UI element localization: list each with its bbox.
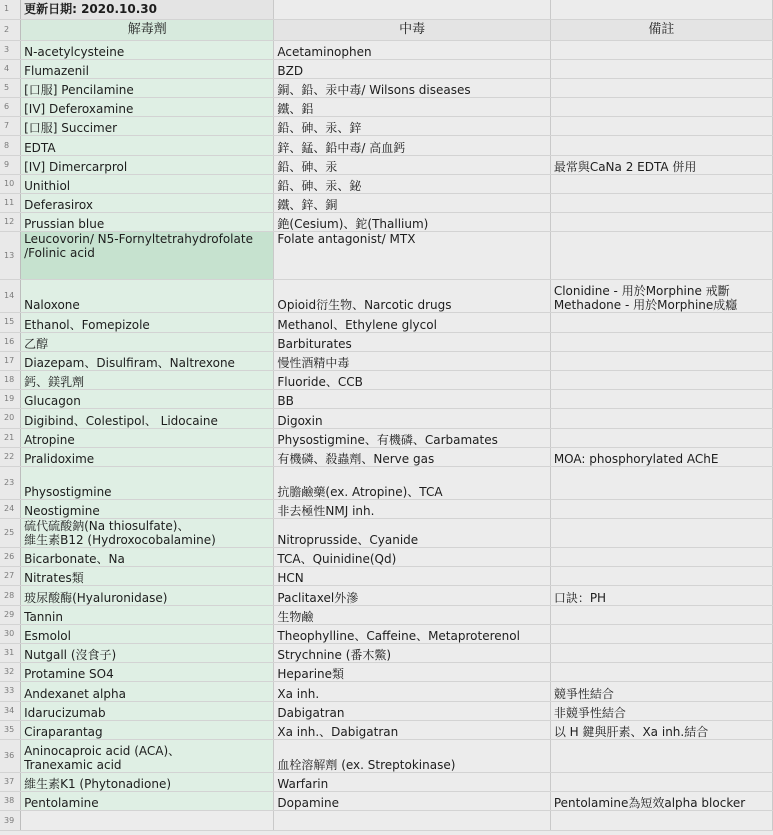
- row-number[interactable]: 8: [0, 136, 21, 155]
- sheet-row: [0, 739, 773, 772]
- poisoning-cell[interactable]: Nitroprusside、Cyanide: [274, 519, 550, 548]
- poisoning-cell[interactable]: Acetaminophen: [274, 40, 550, 59]
- antidote-cell[interactable]: Deferasirox: [21, 194, 274, 213]
- sheet-row: [0, 682, 773, 701]
- row-number[interactable]: 24: [0, 499, 21, 518]
- poisoning-cell[interactable]: 鉛、砷、汞: [274, 155, 550, 174]
- row-number[interactable]: 22: [0, 447, 21, 466]
- poisoning-cell[interactable]: Paclitaxel外滲: [274, 586, 550, 605]
- sheet-row: [0, 720, 773, 739]
- row-number[interactable]: 16: [0, 332, 21, 351]
- remarks-cell[interactable]: [550, 136, 772, 155]
- antidote-cell[interactable]: Idarucizumab: [21, 701, 274, 720]
- sheet-row: [0, 78, 773, 97]
- row-number[interactable]: 32: [0, 663, 21, 682]
- remarks-cell[interactable]: 競爭性結合: [550, 682, 772, 701]
- remarks-cell[interactable]: MOA: phosphorylated AChE: [550, 447, 772, 466]
- sheet-row: [0, 519, 773, 548]
- row-number[interactable]: 6: [0, 98, 21, 117]
- poisoning-cell[interactable]: HCN: [274, 567, 550, 586]
- row-number[interactable]: 29: [0, 605, 21, 624]
- antidote-cell[interactable]: Unithiol: [21, 174, 274, 193]
- cell-line: 維生素B12 (Hydroxocobalamine): [24, 533, 216, 548]
- sheet-row: [0, 332, 773, 351]
- sheet-row: [0, 390, 773, 409]
- row-number[interactable]: 17: [0, 351, 21, 370]
- poisoning-cell[interactable]: [274, 811, 550, 831]
- antidote-cell[interactable]: Andexanet alpha: [21, 682, 274, 701]
- row-number[interactable]: 36: [0, 739, 21, 772]
- header-row: [0, 19, 773, 40]
- remarks-cell[interactable]: [550, 98, 772, 117]
- sheet-row: [0, 499, 773, 518]
- poisoning-cell[interactable]: Digoxin: [274, 409, 550, 428]
- remarks-cell[interactable]: [550, 644, 772, 663]
- sheet-row: [0, 548, 773, 567]
- remarks-cell[interactable]: [550, 213, 772, 232]
- poisoning-cell[interactable]: Barbiturates: [274, 332, 550, 351]
- poisoning-cell[interactable]: Dopamine: [274, 792, 550, 811]
- sheet-row: [0, 370, 773, 389]
- sheet-row: [0, 701, 773, 720]
- antidote-cell[interactable]: 乙醇: [21, 332, 274, 351]
- row-number[interactable]: 2: [0, 19, 21, 40]
- row-number[interactable]: 37: [0, 772, 21, 791]
- antidote-cell[interactable]: [口服] Succimer: [21, 117, 274, 136]
- antidote-cell[interactable]: Digibind、Colestipol、 Lidocaine: [21, 409, 274, 428]
- remarks-cell[interactable]: [550, 232, 772, 280]
- antidote-cell[interactable]: 維生素K1 (Phytonadione): [21, 772, 274, 791]
- row-number[interactable]: 26: [0, 548, 21, 567]
- sheet-row: [0, 59, 773, 78]
- row-number[interactable]: 30: [0, 624, 21, 643]
- sheet-row: [0, 586, 773, 605]
- remarks-cell[interactable]: [550, 174, 772, 193]
- header-antidote[interactable]: 解毒劑: [21, 19, 274, 40]
- sheet-row: [0, 605, 773, 624]
- sheet-row: [0, 428, 773, 447]
- antidote-cell[interactable]: Tannin: [21, 605, 274, 624]
- antidote-cell[interactable]: 玻尿酸酶(Hyaluronidase): [21, 586, 274, 605]
- sheet-row: [0, 447, 773, 466]
- sheet-row: [0, 117, 773, 136]
- antidote-cell[interactable]: Naloxone: [21, 280, 274, 313]
- row-number[interactable]: 3: [0, 40, 21, 59]
- antidote-cell[interactable]: Flumazenil: [21, 59, 274, 78]
- antidote-cell[interactable]: Ciraparantag: [21, 720, 274, 739]
- sheet-row: [0, 194, 773, 213]
- row-number[interactable]: 15: [0, 313, 21, 332]
- poisoning-cell[interactable]: Folate antagonist/ MTX: [274, 232, 550, 280]
- remarks-cell[interactable]: [550, 40, 772, 59]
- poisoning-cell[interactable]: 鉛、砷、汞、鉍: [274, 174, 550, 193]
- sheet-row: [0, 136, 773, 155]
- sheet-row: [0, 0, 773, 19]
- cell-line: Methadone - 用於Morphine成癮: [553, 298, 738, 313]
- remarks-cell[interactable]: [550, 194, 772, 213]
- row-number[interactable]: 5: [0, 78, 21, 97]
- sheet-row: [0, 280, 773, 313]
- poisoning-cell[interactable]: Strychnine (番木鱉): [274, 644, 550, 663]
- sheet-row: [0, 792, 773, 811]
- remarks-cell[interactable]: [550, 739, 772, 772]
- cell-line: Aninocaproic acid (ACA)、: [24, 743, 181, 758]
- row-number[interactable]: 25: [0, 519, 21, 548]
- remarks-cell[interactable]: [550, 390, 772, 409]
- sheet-row: [0, 567, 773, 586]
- antidote-cell[interactable]: Physostigmine: [21, 466, 274, 499]
- antidote-cell[interactable]: Atropine: [21, 428, 274, 447]
- antidote-cell[interactable]: 鈣、鎂乳劑: [21, 370, 274, 389]
- header-poisoning[interactable]: 中毒: [274, 19, 550, 40]
- antidote-cell[interactable]: Prussian blue: [21, 213, 274, 232]
- empty-cell[interactable]: [550, 0, 772, 19]
- poisoning-cell[interactable]: Xa inh.、Dabigatran: [274, 720, 550, 739]
- remarks-cell[interactable]: [550, 811, 772, 831]
- poisoning-cell[interactable]: Xa inh.: [274, 682, 550, 701]
- poisoning-cell[interactable]: 鐵、鋅、銅: [274, 194, 550, 213]
- remarks-cell[interactable]: [550, 117, 772, 136]
- remarks-cell[interactable]: [550, 409, 772, 428]
- row-number[interactable]: 39: [0, 811, 21, 831]
- row-number[interactable]: 38: [0, 792, 21, 811]
- remarks-cell[interactable]: 以 H 鍵與肝素、Xa inh.結合: [550, 720, 772, 739]
- poisoning-cell[interactable]: 銅、鉛、汞中毒/ Wilsons diseases: [274, 78, 550, 97]
- remarks-cell[interactable]: [550, 624, 772, 643]
- remarks-cell[interactable]: [550, 351, 772, 370]
- row-number[interactable]: 33: [0, 682, 21, 701]
- antidote-cell[interactable]: Protamine SO4: [21, 663, 274, 682]
- sheet-row: [0, 644, 773, 663]
- row-number[interactable]: 4: [0, 59, 21, 78]
- cell-line: 硫代硫酸鈉(Na thiosulfate)、: [24, 519, 190, 534]
- antidote-cell[interactable]: [21, 739, 274, 772]
- poisoning-cell[interactable]: 抗膽鹼藥(ex. Atropine)、TCA: [274, 466, 550, 499]
- antidote-cell[interactable]: Neostigmine: [21, 499, 274, 518]
- poisoning-cell[interactable]: Physostigmine、有機磷、Carbamates: [274, 428, 550, 447]
- antidote-cell[interactable]: Nitrates類: [21, 567, 274, 586]
- header-remarks[interactable]: 備註: [550, 19, 772, 40]
- remarks-cell[interactable]: [550, 466, 772, 499]
- row-number[interactable]: 13: [0, 232, 21, 280]
- sheet-row: [0, 466, 773, 499]
- antidote-cell[interactable]: [IV] Deferoxamine: [21, 98, 274, 117]
- antidote-cell[interactable]: [IV] Dimercarprol: [21, 155, 274, 174]
- update-date-cell[interactable]: 更新日期: 2020.10.30: [21, 0, 274, 19]
- row-number[interactable]: 14: [0, 280, 21, 313]
- antidote-cell[interactable]: [口服] Pencilamine: [21, 78, 274, 97]
- remarks-cell[interactable]: [550, 313, 772, 332]
- poisoning-cell[interactable]: BB: [274, 390, 550, 409]
- row-number[interactable]: 9: [0, 155, 21, 174]
- remarks-cell[interactable]: [550, 332, 772, 351]
- poisoning-cell[interactable]: 鉛、砷、汞、鋅: [274, 117, 550, 136]
- row-number[interactable]: 23: [0, 466, 21, 499]
- sheet-row: [0, 98, 773, 117]
- sheet-row: [0, 772, 773, 791]
- poisoning-cell[interactable]: Opioid衍生物、Narcotic drugs: [274, 280, 550, 313]
- row-number[interactable]: 11: [0, 194, 21, 213]
- sheet-row: [0, 232, 773, 280]
- row-number[interactable]: 20: [0, 409, 21, 428]
- remarks-cell[interactable]: [550, 567, 772, 586]
- cell-line: Clonidine - 用於Morphine 戒斷: [553, 284, 730, 299]
- row-number[interactable]: 34: [0, 701, 21, 720]
- sheet-row: [0, 213, 773, 232]
- antidote-cell[interactable]: Ethanol、Fomepizole: [21, 313, 274, 332]
- remarks-cell[interactable]: 非競爭性結合: [550, 701, 772, 720]
- poisoning-cell[interactable]: Heparine類: [274, 663, 550, 682]
- poisoning-cell[interactable]: TCA、Quinidine(Qd): [274, 548, 550, 567]
- cell-line: /Folinic acid: [24, 246, 95, 261]
- remarks-cell[interactable]: [550, 280, 772, 313]
- row-number[interactable]: 12: [0, 213, 21, 232]
- cell-line: Tranexamic acid: [24, 757, 122, 772]
- row-number[interactable]: 35: [0, 720, 21, 739]
- antidote-cell[interactable]: Nutgall (沒食子): [21, 644, 274, 663]
- poisoning-cell[interactable]: Fluoride、CCB: [274, 370, 550, 389]
- sheet-row: [0, 174, 773, 193]
- antidote-cell[interactable]: Glucagon: [21, 390, 274, 409]
- row-number[interactable]: 10: [0, 174, 21, 193]
- remarks-cell[interactable]: [550, 59, 772, 78]
- poisoning-cell[interactable]: BZD: [274, 59, 550, 78]
- poisoning-cell[interactable]: Theophylline、Caffeine、Metaproterenol: [274, 624, 550, 643]
- row-number[interactable]: 19: [0, 390, 21, 409]
- row-number[interactable]: 31: [0, 644, 21, 663]
- row-number[interactable]: 28: [0, 586, 21, 605]
- empty-cell[interactable]: [274, 0, 550, 19]
- antidote-cell[interactable]: Pentolamine: [21, 792, 274, 811]
- poisoning-cell[interactable]: 血栓溶解劑 (ex. Streptokinase): [274, 739, 550, 772]
- sheet-row: [0, 313, 773, 332]
- remarks-cell[interactable]: 口訣：PH: [550, 586, 772, 605]
- antidote-cell[interactable]: Pralidoxime: [21, 447, 274, 466]
- remarks-cell[interactable]: [550, 772, 772, 791]
- sheet-row: [0, 663, 773, 682]
- row-number[interactable]: 18: [0, 370, 21, 389]
- row-number[interactable]: 7: [0, 117, 21, 136]
- remarks-cell[interactable]: [550, 548, 772, 567]
- remarks-cell[interactable]: [550, 519, 772, 548]
- remarks-cell[interactable]: [550, 428, 772, 447]
- row-number[interactable]: 21: [0, 428, 21, 447]
- poisoning-cell[interactable]: 非去極性NMJ inh.: [274, 499, 550, 518]
- antidote-cell[interactable]: Bicarbonate、Na: [21, 548, 274, 567]
- remarks-cell[interactable]: 最常與CaNa 2 EDTA 併用: [550, 155, 772, 174]
- sheet-row: [0, 409, 773, 428]
- remarks-cell[interactable]: [550, 605, 772, 624]
- poisoning-cell[interactable]: 鋅、錳、鉛中毒/ 高血鈣: [274, 136, 550, 155]
- antidote-cell[interactable]: Esmolol: [21, 624, 274, 643]
- antidote-cell[interactable]: N-acetylcysteine: [21, 40, 274, 59]
- antidote-cell[interactable]: [21, 232, 274, 280]
- remarks-cell[interactable]: [550, 78, 772, 97]
- poisoning-cell[interactable]: 有機磷、殺蟲劑、Nerve gas: [274, 447, 550, 466]
- sheet-row: [0, 624, 773, 643]
- poisoning-cell[interactable]: 鐵、鋁: [274, 98, 550, 117]
- sheet-row: [0, 155, 773, 174]
- row-number[interactable]: 1: [0, 0, 21, 19]
- poisoning-cell[interactable]: 銫(Cesium)、鉈(Thallium): [274, 213, 550, 232]
- poisoning-cell[interactable]: 慢性酒精中毒: [274, 351, 550, 370]
- antidote-cell[interactable]: EDTA: [21, 136, 274, 155]
- poisoning-cell[interactable]: Dabigatran: [274, 701, 550, 720]
- remarks-cell[interactable]: Pentolamine為短效alpha blocker: [550, 792, 772, 811]
- row-number[interactable]: 27: [0, 567, 21, 586]
- sheet-row: [0, 351, 773, 370]
- remarks-cell[interactable]: [550, 499, 772, 518]
- sheet-row: [0, 811, 773, 831]
- antidote-cell[interactable]: [21, 519, 274, 548]
- cell-line: Leucovorin/ N5-Fornyltetrahydrofolate: [24, 232, 253, 247]
- remarks-cell[interactable]: [550, 663, 772, 682]
- sheet-row: [0, 40, 773, 59]
- poisoning-cell[interactable]: 生物鹼: [274, 605, 550, 624]
- remarks-cell[interactable]: [550, 370, 772, 389]
- antidote-cell[interactable]: Diazepam、Disulfiram、Naltrexone: [21, 351, 274, 370]
- antidote-cell[interactable]: [21, 811, 274, 831]
- poisoning-cell[interactable]: Warfarin: [274, 772, 550, 791]
- poisoning-cell[interactable]: Methanol、Ethylene glycol: [274, 313, 550, 332]
